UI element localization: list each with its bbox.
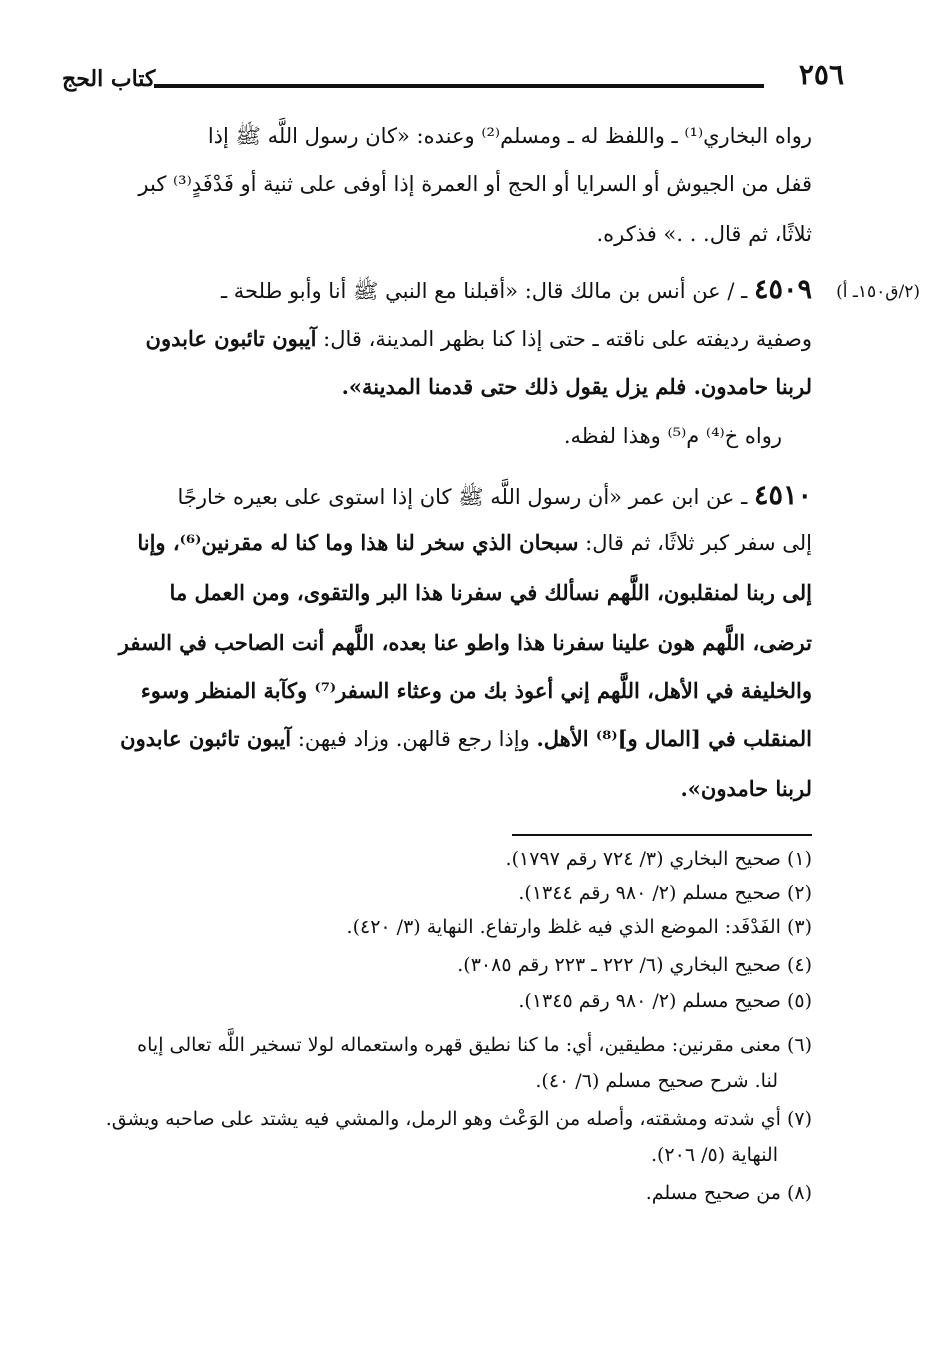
hadith-line [112, 530, 812, 556]
footnote: (٢) صحيح مسلم (٢/ ٩٨٠ رقم ١٣٤٤). [518, 882, 812, 904]
attribution-line: رواه خ⁽⁴⁾ م⁽⁵⁾ وهذا لفظه. [563, 424, 782, 448]
hadith-line: ترضى، اللَّهم هون علينا سفرنا هذا واطو عنا بعده، اللَّهم أنت الصاحب في السفر [118, 630, 812, 655]
footnote: (٨) من صحيح مسلم. [645, 1182, 812, 1204]
text-line: رواه البخاري⁽¹⁾ ـ واللفظ له ـ ومسلم⁽²⁾ وعنده: «كان رسول اللَّه ﷺ إذا [207, 124, 812, 148]
hadith-text-bold: المنقلب في [المال و]⁽⁸⁾ الأهل. [536, 726, 812, 751]
hadith-line [112, 726, 812, 752]
hadith-number: ٤٥١٠ [753, 480, 812, 511]
footnote-continuation: لنا. شرح صحيح مسلم (٦/ ٤٠). [535, 1070, 778, 1092]
hadith-text: وصفية رديفته على ناقته ـ حتى إذا كنا بظهر المدينة، قال: [323, 327, 812, 351]
hadith-text: وإذا رجع قالهن. وزاد فيهن: [297, 727, 530, 751]
hadith-line [112, 274, 812, 306]
hadith-number: ٤٥٠٩ [753, 274, 812, 305]
footnote: (٦) معنى مقرنين: مطيقين، أي: ما كنا نطيق قهره واستعماله لولا تسخير اللَّه تعالى إياه [137, 1034, 812, 1056]
footnote-continuation: النهاية (٥/ ٢٠٦). [650, 1144, 778, 1166]
footnote: (٣) الفَدْفَد: الموضع الذي فيه غلظ وارتفاع. النهاية (٣/ ٤٢٠). [346, 916, 812, 938]
footnote-separator [512, 834, 812, 836]
hadith-text: إلى سفر كبر ثلاثًا، ثم قال: [585, 531, 812, 555]
hadith-text-bold: آيبون تائبون عابدون [120, 726, 292, 751]
hadith-line: إلى ربنا لمنقلبون، اللَّهم نسألك في سفرنا هذا البر والتقوى، ومن العمل ما [169, 580, 812, 605]
hadith-line: لربنا حامدون». [680, 776, 812, 801]
hadith-line [112, 326, 812, 352]
page-header [62, 58, 844, 106]
hadith-line: لربنا حامدون. فلم يزل يقول ذلك حتى قدمنا المدينة». [341, 374, 812, 399]
text-line: ثلاثًا، ثم قال. . .» فذكره. [596, 222, 812, 246]
footnote: (٤) صحيح البخاري (٦/ ٢٢٢ ـ ٢٢٣ رقم ٣٠٨٥). [457, 954, 812, 976]
page-number: ٢٥٦ [798, 58, 844, 91]
manuscript-margin-ref: (٢/ق١٥٠ـ أ) [836, 282, 920, 302]
footnote: (١) صحيح البخاري (٣/ ٧٢٤ رقم ١٧٩٧). [505, 848, 812, 870]
footnote: (٥) صحيح مسلم (٢/ ٩٨٠ رقم ١٣٤٥). [518, 990, 812, 1012]
hadith-line: والخليفة في الأهل، اللَّهم إني أعوذ بك من وعثاء السفر⁽⁷⁾ وكآبة المنظر وسوء [140, 678, 812, 703]
text-line: قفل من الجيوش أو السرايا أو الحج أو العمرة إذا أوفى على ثنية أو فَدْفَدٍ⁽³⁾ كبر [138, 172, 812, 196]
hadith-text: ـ عن ابن عمر «أن رسول اللَّه ﷺ كان إذا استوى على بعيره خارجًا [177, 485, 748, 509]
hadith-text-bold: سبحان الذي سخر لنا هذا وما كنا له مقرنين⁽⁶⁾، وإنا [137, 530, 579, 555]
chapter-title: كتاب الحج [62, 66, 156, 92]
hadith-line [112, 480, 812, 512]
hadith-text: ـ / عن أنس بن مالك قال: «أقبلنا مع النبي ﷺ أنا وأبو طلحة ـ [220, 279, 748, 303]
hadith-text-bold: آيبون تائبون عابدون [145, 326, 317, 351]
footnote: (٧) أي شدته ومشقته، وأصله من الوَعْث وهو الرمل، والمشي فيه يشتد على صاحبه ويشق. [105, 1108, 812, 1130]
header-rule [154, 84, 764, 88]
